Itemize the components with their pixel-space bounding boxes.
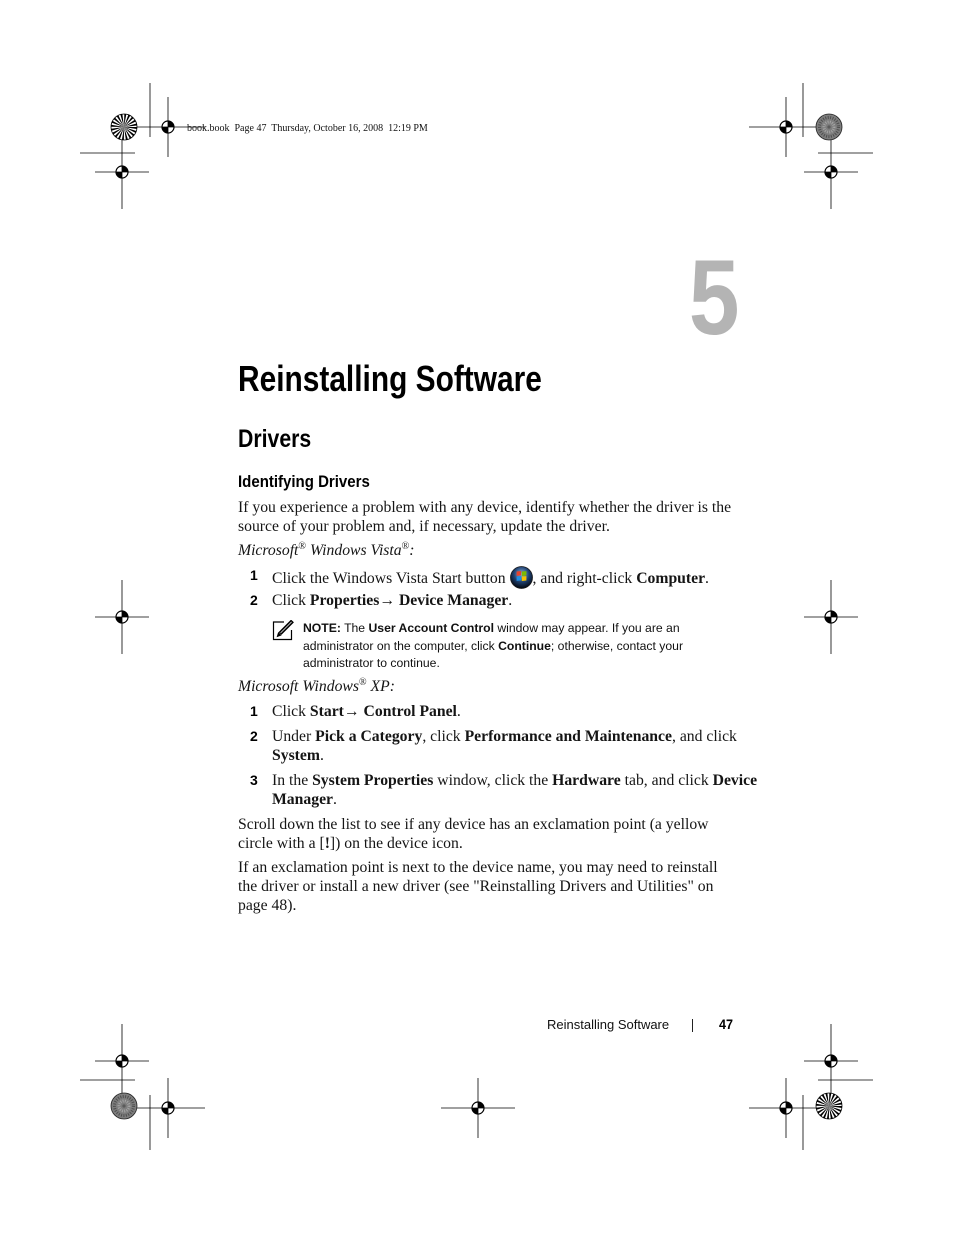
tint-disc-texture (122, 1104, 125, 1107)
step-text (272, 566, 709, 589)
registered-mark: ® (359, 677, 367, 688)
step-text-segment: , click (422, 728, 465, 745)
ui-term: System (272, 747, 320, 764)
vista-label (238, 541, 414, 560)
sunburst-mark (816, 1093, 842, 1119)
step-text-segment: , and click (671, 728, 737, 745)
registered-mark: ® (401, 541, 410, 552)
step-number: 3 (250, 772, 258, 788)
orb-flag-yellow (521, 576, 526, 581)
xp-label-version: XP (366, 678, 390, 695)
note-label: NOTE: (303, 621, 341, 635)
running-footer-title: Reinstalling Software (547, 1017, 670, 1032)
ui-term: Hardware (552, 772, 621, 789)
subsection-title: Identifying Drivers (238, 473, 370, 491)
note-segment: window may appear. If you are an (493, 621, 680, 635)
step-number: 2 (250, 592, 258, 608)
paragraph-line: If an exclamation point is next to the device name, you may need to reinstall (238, 859, 718, 876)
orb-flag-red (516, 571, 521, 576)
step-text-segment: Click (272, 703, 310, 720)
xp-label (238, 677, 395, 696)
print-slug: book.book Page 47 Thursday, October 16, 2008 12:19 PM (187, 123, 428, 134)
step-text (272, 702, 461, 721)
registered-mark: ® (298, 541, 307, 552)
ui-term: Computer (636, 570, 706, 587)
paragraph-line: page 48). (238, 897, 297, 914)
sunburst-mark (111, 114, 137, 140)
orb-flag-blue (516, 576, 521, 581)
registration-target (804, 1024, 858, 1098)
step-text (272, 727, 737, 765)
reinstall-paragraph (238, 858, 718, 915)
step-number: 1 (250, 703, 258, 719)
ui-term: Device Manager (398, 592, 509, 609)
xp-label-product: Microsoft Windows (238, 678, 360, 695)
note-segment: administrator to continue. (303, 656, 440, 670)
windows-start-orb-icon (510, 566, 533, 589)
vista-label-product: Windows Vista (306, 542, 402, 559)
orb-flag-green (521, 571, 526, 576)
scroll-paragraph (238, 815, 709, 853)
note-text (303, 620, 683, 673)
tint-disc-mark (816, 114, 842, 140)
paragraph-line: Scroll down the list to see if any device has an exclamation point (a yellow (238, 816, 709, 833)
registration-target (131, 1078, 205, 1138)
orb-body (510, 567, 532, 589)
exclamation-mark: ! (324, 835, 330, 852)
vista-label-brand: Microsoft (238, 542, 299, 559)
ui-term: User Account Control (368, 621, 494, 635)
menu-arrow: → (379, 592, 399, 609)
intro-line: If you experience a problem with any device, identify whether the driver is the (238, 499, 732, 516)
menu-arrow: → (343, 703, 364, 720)
step-text (272, 591, 512, 610)
step-text-segment: . (705, 570, 709, 587)
step-text-segment: . (333, 791, 337, 808)
step-text-segment: . (508, 592, 513, 609)
intro-line: source of your problem and, if necessary, update the driver. (238, 518, 610, 535)
footer-divider (692, 1019, 693, 1032)
step-text-segment: Click (272, 592, 310, 609)
registration-target (95, 135, 149, 209)
step-text (272, 771, 757, 809)
vista-step-2 (250, 591, 512, 610)
step-text-segment: . (319, 747, 324, 764)
ui-term: Manager (272, 791, 333, 808)
registration-target (441, 1078, 515, 1138)
ui-term: Start (309, 703, 344, 720)
ui-term: System Properties (312, 772, 434, 789)
xp-step-2 (250, 727, 737, 765)
chapter-number: 5 (689, 237, 740, 357)
intro-paragraph (238, 498, 731, 536)
note-segment: ; otherwise, contact your (550, 638, 683, 653)
ui-term: Pick a Category (315, 728, 423, 745)
note-segment: The (340, 621, 369, 635)
registration-target (749, 97, 823, 157)
ui-term: Properties (309, 592, 380, 609)
paragraph-segment: ]) on the device icon. (329, 835, 463, 852)
registration-target (749, 1078, 823, 1138)
xp-label-colon: : (389, 678, 395, 695)
step-text-segment: . (456, 703, 461, 720)
chapter-title: Reinstalling Software (238, 358, 542, 399)
step-text-segment: Click the Windows Vista Start button (272, 570, 510, 587)
xp-step-1 (250, 702, 461, 721)
vista-label-colon: : (409, 542, 415, 559)
xp-step-3 (250, 771, 757, 809)
note-pencil-icon (272, 620, 294, 641)
ui-term: Device (712, 772, 758, 789)
ui-term: Continue (498, 638, 551, 653)
step-text-segment: Under (272, 728, 316, 745)
section-title: Drivers (238, 425, 312, 453)
registration-target (804, 135, 858, 209)
paragraph-line: the driver or install a new driver (see "Reinstalling Drivers and Utilities" on (238, 878, 714, 895)
registration-target (95, 1024, 149, 1098)
note-pencil-highlight (281, 622, 292, 633)
step-text-segment: tab, and click (620, 772, 713, 789)
registration-target (804, 580, 858, 654)
step-number: 2 (250, 728, 258, 744)
note-segment: administrator on the computer, click (303, 638, 499, 653)
ui-term: Performance and Maintenance (464, 728, 672, 745)
tint-disc-mark (111, 1093, 137, 1119)
page-number: 47 (719, 1016, 734, 1032)
vista-step-1 (250, 566, 709, 589)
ui-term: Control Panel (363, 703, 457, 720)
step-number: 1 (250, 567, 258, 583)
paragraph-segment: circle with a [ (238, 835, 325, 852)
registration-target (95, 580, 149, 654)
step-text-segment: In the (272, 772, 313, 789)
tint-disc-texture (827, 125, 830, 128)
step-text-segment: , and right-click (532, 570, 637, 587)
step-text-segment: window, click the (433, 772, 553, 789)
